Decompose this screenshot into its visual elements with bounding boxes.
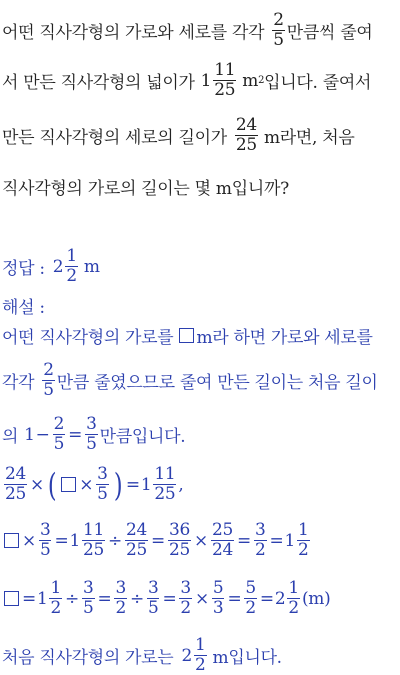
mixed-number: 1 $\frac{11}{25}$ (69, 520, 105, 560)
unit: m (242, 70, 259, 91)
unit: (m) (301, 588, 331, 609)
fraction: $\frac{3}{5}$ (86, 414, 97, 454)
problem-line-3 (2, 117, 354, 154)
fraction: $\frac{36}{25}$ (168, 520, 191, 560)
problem-text: 서 만든 직사각형의 넓이가 (2, 73, 195, 93)
mixed-number: 1 $\frac{1}{2}$ (36, 578, 62, 618)
problem-text: 만큼씩 줄여 (286, 23, 373, 43)
answer-line (2, 248, 100, 285)
equation-2: × $\frac{3}{5}$ = 1 $\frac{11}{25}$ ÷ $\frac{24}{25}$ = $\frac{36}{25}$ × $\frac{25}{24}$ = $\frac{3}{2}$ = 1 $\frac{1}{2}$ (2, 522, 312, 559)
blank-box (61, 477, 76, 492)
mixed-number: 1 $\frac{11}{25}$ (200, 60, 236, 100)
fraction: $\frac{5}{2}$ (245, 578, 256, 618)
fraction: $\frac{5}{3}$ (212, 578, 224, 618)
final-answer-line: 처음 직사각형의 가로는 2 $\frac{1}{2}$ m입니다. (2, 635, 282, 675)
fraction: $\frac{25}{24}$ (211, 520, 234, 560)
equation-3: = 1 $\frac{1}{2}$ ÷ $\frac{3}{5}$ = $\frac{3}{2}$ ÷ $\frac{3}{5}$ = $\frac{3}{2}$ × $\frac{5}{3}$ = $\frac{5}{2}$ = 2 $\frac{1}{2}$ (m) (2, 580, 330, 617)
problem-text: 입니다. 줄여서 (264, 73, 372, 93)
fraction: $\frac{3}{2}$ (180, 578, 191, 618)
solution-line-3: 의 1 − $\frac{2}{5}$ = $\frac{3}{5}$ 만큼입니다. (2, 414, 186, 454)
blank-box (4, 591, 19, 606)
mixed-number: 1 $\frac{1}{2}$ (284, 520, 309, 560)
fraction: $\frac{2}{5}$ (53, 414, 65, 454)
solution-label: 해설 : (2, 298, 45, 318)
fraction: $\frac{24}{25}$ (235, 115, 257, 155)
unit: m (83, 256, 100, 277)
fraction: $\frac{2}{5}$ (273, 10, 284, 50)
fraction: $\frac{24}{25}$ (5, 464, 27, 504)
fraction: $\frac{3}{2}$ (254, 520, 266, 560)
problem-line-4 (2, 174, 289, 199)
blank-box (179, 328, 194, 343)
answer-value: 2 $\frac{1}{2}$ (52, 246, 77, 286)
solution-line-1: 어떤 직사각형의 가로를 m라 하면 가로와 세로를 (2, 328, 373, 348)
fraction: $\frac{3}{5}$ (147, 578, 159, 618)
fraction: $\frac{3}{5}$ (82, 578, 94, 618)
fraction: $\frac{3}{5}$ (97, 464, 108, 504)
problem-line-2 (2, 62, 371, 99)
mixed-number: 2 $\frac{1}{2}$ (181, 635, 206, 675)
mixed-number: 1 $\frac{11}{25}$ (140, 464, 176, 504)
fraction: $\frac{24}{25}$ (125, 520, 148, 560)
fraction: $\frac{2}{5}$ (43, 360, 54, 400)
fraction: $\frac{3}{2}$ (115, 578, 126, 618)
problem-line-1 (2, 12, 373, 49)
unit-exponent: 2 (258, 75, 265, 86)
blank-box (4, 533, 19, 548)
answer-label: 정답 : (2, 259, 45, 279)
problem-text: 직사각형의 가로의 길이는 몇 m입니까? (2, 179, 289, 199)
equation-1: $\frac{24}{25}$ × ( × $\frac{3}{5}$ ) = 1 $\frac{11}{25}$ , (5, 464, 184, 504)
problem-text: 어떤 직사각형의 가로와 세로를 각각 (2, 23, 265, 43)
fraction: $\frac{3}{5}$ (39, 520, 51, 560)
problem-text: m라면, 처음 (263, 128, 355, 148)
solution-line-2: 각각 $\frac{2}{5}$ 만큼 줄였으므로 줄여 만든 길이는 처음 길이 (2, 360, 378, 400)
mixed-number: 2 $\frac{1}{2}$ (274, 578, 299, 618)
problem-text: 만든 직사각형의 세로의 길이가 (2, 128, 227, 148)
